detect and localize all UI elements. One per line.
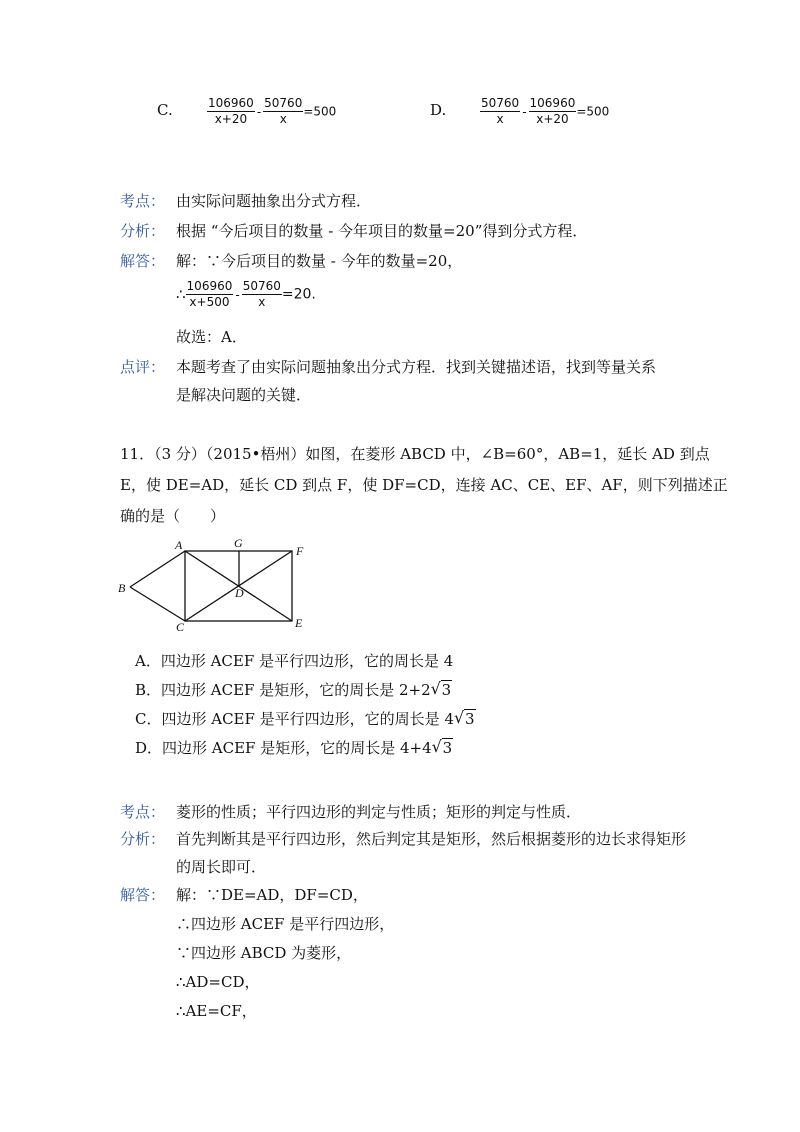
label-b: B bbox=[118, 581, 126, 595]
fenxi-label: 分析： bbox=[120, 222, 166, 240]
choice-b bbox=[135, 679, 452, 700]
fraction bbox=[529, 96, 577, 127]
denominator: x+20 bbox=[536, 112, 569, 126]
option-c-equation bbox=[207, 96, 336, 127]
fraction bbox=[242, 279, 282, 310]
option-d-equation bbox=[480, 96, 609, 127]
equals-value: =500 bbox=[303, 104, 337, 119]
denominator: x+500 bbox=[189, 295, 230, 309]
segment-ba bbox=[130, 551, 185, 587]
jieda-label: 解答： bbox=[120, 886, 166, 904]
label-a: A bbox=[175, 538, 183, 552]
option-d-label: D. bbox=[430, 101, 447, 119]
numerator: 106960 bbox=[186, 279, 233, 293]
denominator: x bbox=[258, 295, 266, 309]
numerator: 106960 bbox=[208, 96, 254, 110]
equals-value: =500 bbox=[576, 104, 610, 119]
kaodian-text: 菱形的性质；平行四边形的判定与性质；矩形的判定与性质． bbox=[176, 803, 582, 821]
kaodian-label: 考点： bbox=[120, 803, 166, 821]
geometry-figure bbox=[115, 535, 315, 635]
kaodian-label: 考点： bbox=[120, 192, 166, 210]
therefore-symbol: ∴ bbox=[176, 285, 186, 304]
label-c: C bbox=[176, 620, 185, 634]
jieda-line: ∴四边形 ACEF 是平行四边形， bbox=[176, 915, 395, 933]
fraction bbox=[480, 96, 520, 127]
numerator: 50760 bbox=[242, 279, 281, 293]
numerator: 106960 bbox=[529, 96, 576, 110]
option-c-label: C. bbox=[157, 101, 173, 119]
choice-text: D．四边形 ACEF 是矩形，它的周长是 4+4 bbox=[135, 739, 432, 757]
numerator: 50760 bbox=[481, 96, 520, 110]
question-text: 11．（3 分）（2015•梧州）如图，在菱形 ABCD 中，∠B=60°，AB=1，延长 AD 到点 bbox=[120, 445, 710, 463]
segment-bc bbox=[130, 587, 185, 621]
sqrt-symbol: √ 3 bbox=[431, 737, 453, 757]
equals-value: =20. bbox=[281, 286, 316, 303]
radicand: 3 bbox=[441, 681, 452, 699]
minus-sign: - bbox=[256, 104, 262, 119]
numerator: 50760 bbox=[264, 96, 303, 110]
denominator: x bbox=[496, 112, 504, 126]
choice-text: C．四边形 ACEF 是平行四边形，它的周长是 4 bbox=[135, 710, 454, 728]
radicand: 3 bbox=[465, 710, 475, 728]
jieda-line: ∵四边形 ABCD 为菱形， bbox=[176, 944, 352, 962]
choice-c bbox=[135, 708, 476, 729]
dianping-text: 本题考查了由实际问题抽象出分式方程．找到关键描述语，找到等量关系 bbox=[176, 358, 657, 376]
jieda-equation bbox=[176, 279, 316, 310]
fraction bbox=[207, 96, 255, 127]
question-text: E，使 DE=AD，延长 CD 到点 F，使 DF=CD，连接 AC、CE、EF、AF，则下列描述正 bbox=[120, 476, 728, 494]
fraction bbox=[263, 96, 303, 127]
denominator: x bbox=[279, 112, 287, 126]
minus-sign: - bbox=[522, 104, 527, 119]
label-d: D bbox=[235, 586, 244, 600]
jieda-line: 故选：A． bbox=[176, 328, 247, 346]
jieda-line: 解：∵今后项目的数量 - 今年的数量=20， bbox=[176, 252, 463, 270]
sqrt-symbol: √ 3 bbox=[430, 679, 452, 699]
radicand: 3 bbox=[442, 739, 453, 757]
choice-text: B．四边形 ACEF 是矩形，它的周长是 2+2 bbox=[135, 681, 431, 699]
label-f: F bbox=[296, 544, 304, 558]
jieda-line: ∴AD=CD， bbox=[176, 973, 260, 991]
fenxi-text: 的周长即可． bbox=[176, 858, 267, 876]
kaodian-text: 由实际问题抽象出分式方程． bbox=[176, 192, 372, 210]
label-e: E bbox=[295, 616, 303, 630]
sqrt-symbol: √ 3 bbox=[454, 708, 475, 728]
minus-sign: - bbox=[235, 287, 240, 302]
fenxi-label: 分析： bbox=[120, 830, 166, 848]
jieda-label: 解答： bbox=[120, 252, 166, 270]
fraction bbox=[186, 279, 234, 310]
question-text: 确的是（ ） bbox=[120, 507, 226, 525]
label-g: G bbox=[234, 536, 243, 550]
fenxi-text: 首先判断其是平行四边形，然后判定其是矩形，然后根据菱形的边长求得矩形 bbox=[176, 830, 687, 848]
dianping-text: 是解决问题的关键． bbox=[176, 386, 312, 404]
dianping-label: 点评： bbox=[120, 358, 166, 376]
fenxi-text: 根据 “今后项目的数量 - 今年项目的数量=20”得到分式方程． bbox=[176, 222, 588, 240]
jieda-line: 解：∵DE=AD，DF=CD， bbox=[176, 886, 368, 904]
jieda-line: ∴AE=CF， bbox=[176, 1002, 257, 1020]
choice-a: A．四边形 ACEF 是平行四边形，它的周长是 4 bbox=[135, 652, 454, 670]
choice-d bbox=[135, 737, 453, 758]
denominator: x+20 bbox=[214, 112, 248, 126]
